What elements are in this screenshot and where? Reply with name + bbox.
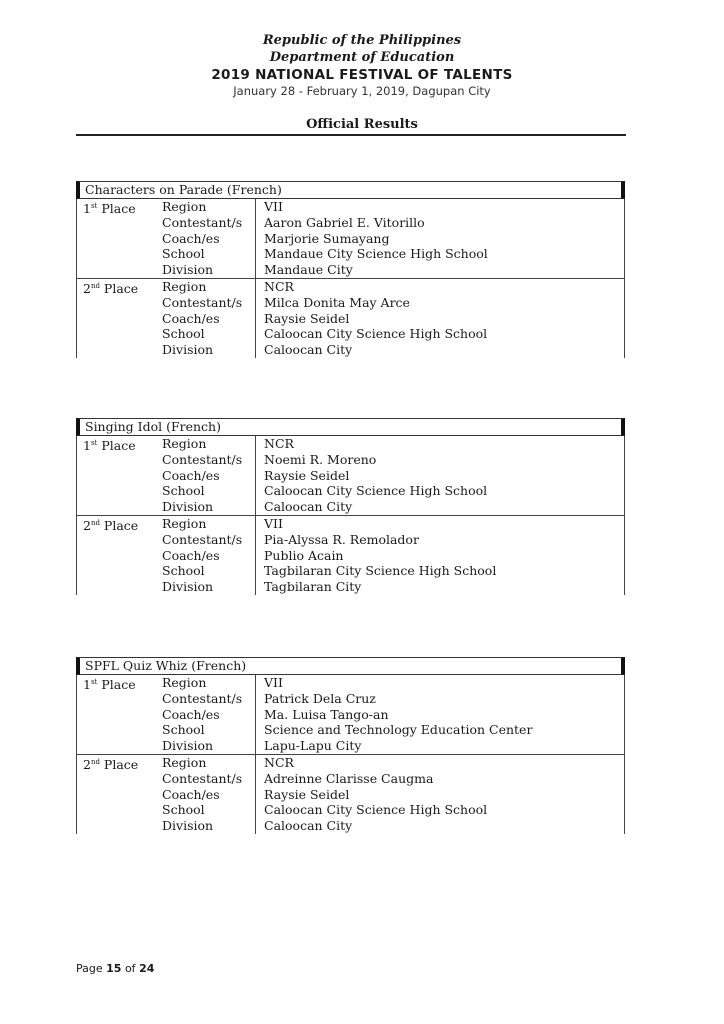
field-label: School bbox=[162, 326, 205, 342]
results-section bbox=[76, 418, 625, 595]
field-value: Caloocan City Science High School bbox=[264, 802, 488, 818]
field-row bbox=[77, 818, 624, 834]
field-value: VII bbox=[264, 199, 283, 214]
field-row bbox=[77, 675, 624, 691]
field-value: Science and Technology Education Center bbox=[264, 722, 533, 738]
results-section bbox=[76, 657, 625, 834]
field-label: Division bbox=[162, 738, 214, 754]
field-value: Marjorie Sumayang bbox=[264, 230, 390, 246]
page-mid: of bbox=[121, 962, 140, 975]
field-value: Publio Acain bbox=[264, 547, 344, 563]
field-label: School bbox=[162, 722, 205, 738]
field-label: Region bbox=[162, 436, 207, 451]
field-row bbox=[77, 231, 624, 247]
field-label: Coach/es bbox=[162, 547, 220, 563]
place-label: 1st Place bbox=[83, 677, 136, 692]
field-label: Region bbox=[162, 754, 207, 770]
field-label: Region bbox=[162, 278, 207, 294]
field-row bbox=[77, 787, 624, 803]
section-title: SPFL Quiz Whiz (French) bbox=[85, 658, 247, 673]
festival-dates: January 28 - February 1, 2019, Dagupan City bbox=[233, 84, 491, 98]
field-value: Caloocan City Science High School bbox=[264, 326, 488, 342]
place-label: 1st Place bbox=[83, 201, 136, 216]
field-label: Region bbox=[162, 675, 207, 690]
field-value: VII bbox=[264, 515, 283, 531]
field-value: Raysie Seidel bbox=[264, 310, 350, 326]
page-footer bbox=[76, 962, 154, 975]
place-block bbox=[76, 199, 625, 279]
field-row bbox=[77, 755, 624, 771]
field-value: NCR bbox=[264, 278, 294, 294]
field-row bbox=[77, 532, 624, 548]
field-row bbox=[77, 579, 624, 595]
field-value: Caloocan City Science High School bbox=[264, 483, 488, 499]
field-label: Division bbox=[162, 342, 214, 358]
field-row bbox=[77, 468, 624, 484]
field-value: Aaron Gabriel E. Vitorillo bbox=[264, 214, 425, 230]
place-block bbox=[76, 675, 625, 755]
field-value: Caloocan City bbox=[264, 818, 353, 834]
field-label: Contestant/s bbox=[162, 770, 243, 786]
field-value: Caloocan City bbox=[264, 342, 353, 358]
document-header bbox=[0, 32, 724, 99]
page-total: 24 bbox=[139, 962, 155, 975]
field-label: Contestant/s bbox=[162, 690, 243, 706]
field-row bbox=[77, 483, 624, 499]
field-row bbox=[77, 452, 624, 468]
field-label: School bbox=[162, 563, 205, 579]
field-label: Division bbox=[162, 262, 214, 278]
field-row bbox=[77, 246, 624, 262]
header-divider bbox=[76, 134, 626, 136]
field-value: Caloocan City bbox=[264, 499, 353, 515]
field-row bbox=[77, 722, 624, 738]
field-row bbox=[77, 691, 624, 707]
field-label: Coach/es bbox=[162, 467, 220, 483]
field-value: Mandaue City Science High School bbox=[264, 246, 488, 262]
field-row bbox=[77, 311, 624, 327]
page-current: 15 bbox=[106, 962, 122, 975]
place-label: 2nd Place bbox=[83, 517, 139, 533]
field-label: Region bbox=[162, 515, 207, 531]
field-row bbox=[77, 295, 624, 311]
field-value: Lapu-Lapu City bbox=[264, 738, 362, 754]
field-value: Pia-Alyssa R. Remolador bbox=[264, 531, 419, 547]
place-block bbox=[76, 755, 625, 834]
field-value: NCR bbox=[264, 754, 294, 770]
field-label: Coach/es bbox=[162, 310, 220, 326]
department-heading: Department of Education bbox=[269, 50, 455, 65]
section-title-bar bbox=[76, 181, 625, 199]
field-value: Tagbilaran City Science High School bbox=[264, 563, 497, 579]
festival-title: 2019 NATIONAL FESTIVAL OF TALENTS bbox=[211, 67, 513, 83]
place-block bbox=[76, 516, 625, 595]
field-label: Division bbox=[162, 499, 214, 515]
field-row bbox=[77, 516, 624, 532]
field-value: Ma. Luisa Tango-an bbox=[264, 706, 389, 722]
results-section bbox=[76, 181, 625, 358]
section-title-bar bbox=[76, 657, 625, 675]
field-label: Coach/es bbox=[162, 706, 220, 722]
field-row bbox=[77, 738, 624, 754]
field-value: VII bbox=[264, 675, 283, 690]
field-value: Noemi R. Moreno bbox=[264, 451, 377, 467]
place-label: 1st Place bbox=[83, 438, 136, 453]
field-value: NCR bbox=[264, 436, 294, 451]
section-title-bar bbox=[76, 418, 625, 436]
republic-heading: Republic of the Philippines bbox=[262, 33, 462, 48]
place-block bbox=[76, 279, 625, 358]
field-value: Raysie Seidel bbox=[264, 467, 350, 483]
field-row bbox=[77, 215, 624, 231]
page-prefix: Page bbox=[76, 962, 107, 975]
field-row bbox=[77, 771, 624, 787]
field-row bbox=[77, 342, 624, 358]
place-label: 2nd Place bbox=[83, 280, 139, 296]
section-title: Singing Idol (French) bbox=[85, 419, 221, 434]
field-label: Region bbox=[162, 199, 207, 214]
field-value: Mandaue City bbox=[264, 262, 353, 278]
field-label: School bbox=[162, 246, 205, 262]
field-row bbox=[77, 563, 624, 579]
field-row bbox=[77, 199, 624, 215]
field-row bbox=[77, 548, 624, 564]
field-row bbox=[77, 436, 624, 452]
official-results-heading: Official Results bbox=[306, 117, 418, 132]
field-label: Division bbox=[162, 579, 214, 595]
field-label: Contestant/s bbox=[162, 294, 243, 310]
field-value: Tagbilaran City bbox=[264, 579, 362, 595]
field-row bbox=[77, 499, 624, 515]
field-row bbox=[77, 802, 624, 818]
field-row bbox=[77, 279, 624, 295]
field-label: Contestant/s bbox=[162, 214, 243, 230]
field-label: School bbox=[162, 802, 205, 818]
field-value: Milca Donita May Arce bbox=[264, 294, 410, 310]
section-title: Characters on Parade (French) bbox=[85, 182, 282, 197]
field-label: School bbox=[162, 483, 205, 499]
place-block bbox=[76, 436, 625, 516]
field-label: Division bbox=[162, 818, 214, 834]
field-label: Contestant/s bbox=[162, 451, 243, 467]
field-value: Patrick Dela Cruz bbox=[264, 690, 376, 706]
field-row bbox=[77, 326, 624, 342]
field-label: Coach/es bbox=[162, 230, 220, 246]
field-label: Coach/es bbox=[162, 786, 220, 802]
field-value: Raysie Seidel bbox=[264, 786, 350, 802]
place-label: 2nd Place bbox=[83, 756, 139, 772]
field-row bbox=[77, 262, 624, 278]
field-label: Contestant/s bbox=[162, 531, 243, 547]
field-row bbox=[77, 707, 624, 723]
field-value: Adreinne Clarisse Caugma bbox=[264, 770, 434, 786]
